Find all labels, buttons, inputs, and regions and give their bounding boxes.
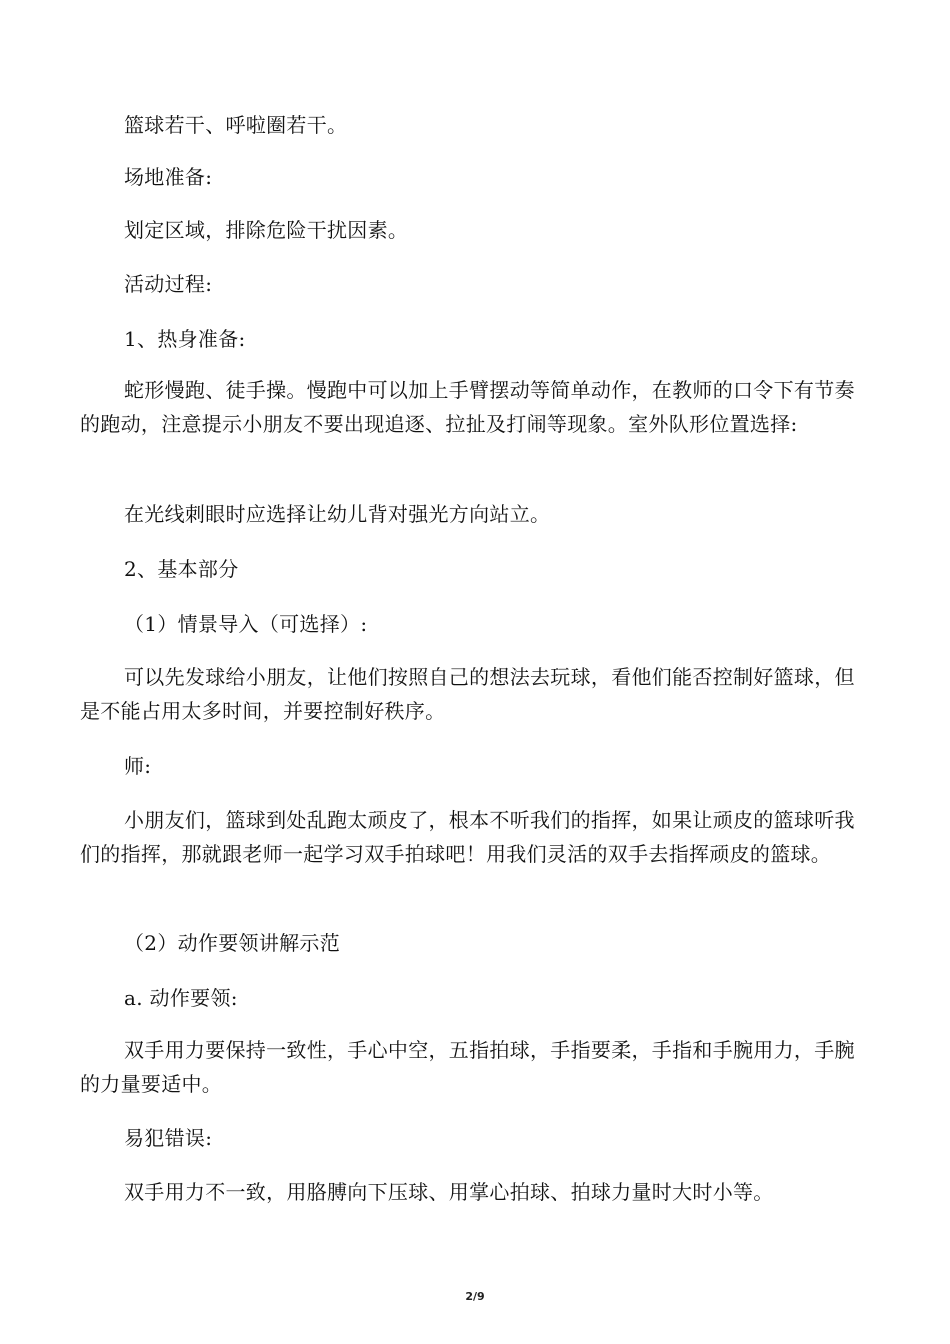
paragraph-warmup-heading: 1、热身准备: (124, 327, 246, 351)
paragraph-teacher-speech: 小朋友们，篮球到处乱跑太顽皮了，根本不听我们的指挥，如果让顽皮的篮球听我们的指挥，那就跟老师一起学习双手拍球吧！用我们灵活的双手去指挥顽皮的篮球。 (80, 808, 855, 866)
paragraph-scene-detail: 可以先发球给小朋友，让他们按照自己的想法去玩球，看他们能否控制好篮球，但是不能占用太多时间，并要控制好秩序。 (80, 665, 855, 723)
paragraph-demo-heading: （2）动作要领讲解示范 (124, 931, 341, 955)
paragraph-errors-detail: 双手用力不一致，用胳膊向下压球、用掌心拍球、拍球力量时大时小等。 (124, 1180, 774, 1204)
paragraph-essentials-heading: a. 动作要领: (124, 986, 238, 1010)
paragraph-errors-heading: 易犯错误: (124, 1126, 213, 1150)
paragraph-teacher-label: 师: (124, 754, 152, 778)
paragraph-light-note: 在光线刺眼时应选择让幼儿背对强光方向站立。 (124, 502, 551, 526)
paragraph-scene-heading: （1）情景导入（可选择）: (124, 612, 368, 636)
paragraph-basic-heading: 2、基本部分 (124, 557, 239, 581)
paragraph-venue-heading: 场地准备: (124, 165, 213, 189)
paragraph-essentials-detail: 双手用力要保持一致性，手心中空，五指拍球，手指要柔，手指和手腕用力，手腕的力量要适中。 (80, 1038, 855, 1096)
paragraph-process-heading: 活动过程: (124, 272, 213, 296)
paragraph-warmup-detail: 蛇形慢跑、徒手操。慢跑中可以加上手臂摆动等简单动作，在教师的口令下有节奏的跑动，注意提示小朋友不要出现追逐、拉扯及打闹等现象。室外队形位置选择: (80, 378, 855, 436)
paragraph-venue-detail: 划定区域，排除危险干扰因素。 (124, 218, 409, 242)
page-number: 2/9 (465, 1290, 485, 1303)
paragraph-equipment: 篮球若干、呼啦圈若干。 (124, 113, 348, 137)
